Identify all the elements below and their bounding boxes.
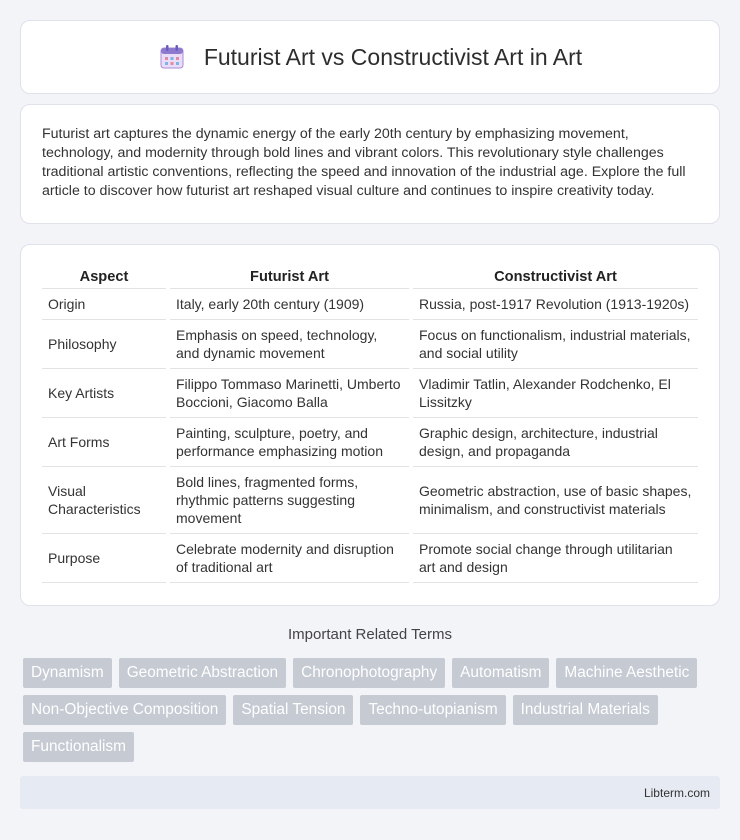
- tag-automatism[interactable]: Automatism: [452, 658, 549, 688]
- row-aspect: Art Forms: [42, 418, 166, 467]
- header-futurist: Futurist Art: [170, 264, 409, 289]
- row-aspect: Visual Characteristics: [42, 467, 166, 534]
- tag-non-objective-composition[interactable]: Non-Objective Composition: [23, 695, 226, 725]
- row-constructivist: Vladimir Tatlin, Alexander Rodchenko, El Lissitzky: [413, 369, 698, 418]
- table-row: [42, 369, 698, 418]
- row-constructivist: Focus on functionalism, industrial materials, and social utility: [413, 320, 698, 369]
- row-futurist: Filippo Tommaso Marinetti, Umberto Boccioni, Giacomo Balla: [170, 369, 409, 418]
- row-aspect: Origin: [42, 289, 166, 320]
- row-aspect: Key Artists: [42, 369, 166, 418]
- tag-geometric-abstraction[interactable]: Geometric Abstraction: [119, 658, 286, 688]
- tag-dynamism[interactable]: Dynamism: [23, 658, 112, 688]
- table-row: [42, 418, 698, 467]
- comparison-card: [20, 244, 720, 606]
- table-row: [42, 320, 698, 369]
- footer-site-link[interactable]: Libterm.com: [643, 786, 710, 800]
- table-row: [42, 467, 698, 534]
- row-aspect: Purpose: [42, 534, 166, 583]
- tag-techno-utopianism[interactable]: Techno-utopianism: [360, 695, 505, 725]
- tag-spatial-tension[interactable]: Spatial Tension: [233, 695, 353, 725]
- row-constructivist: Graphic design, architecture, industrial design, and propaganda: [413, 418, 698, 467]
- tag-machine-aesthetic[interactable]: Machine Aesthetic: [556, 658, 697, 688]
- header-constructivist: Constructivist Art: [413, 264, 698, 289]
- row-futurist: Italy, early 20th century (1909): [170, 289, 409, 320]
- row-constructivist: Promote social change through utilitarian art and design: [413, 534, 698, 583]
- tag-industrial-materials[interactable]: Industrial Materials: [513, 695, 658, 725]
- row-constructivist: Russia, post-1917 Revolution (1913-1920s): [413, 289, 698, 320]
- related-terms-title: Important Related Terms: [288, 626, 452, 643]
- tag-functionalism[interactable]: Functionalism: [23, 732, 134, 762]
- row-constructivist: Geometric abstraction, use of basic shapes, minimalism, and constructivist materials: [413, 467, 698, 534]
- footer: [20, 776, 720, 809]
- table-row: [42, 289, 698, 320]
- row-futurist: Emphasis on speed, technology, and dynamic movement: [170, 320, 409, 369]
- calendar-icon: [158, 43, 186, 71]
- row-futurist: Painting, sculpture, poetry, and performance emphasizing motion: [170, 418, 409, 467]
- page-title: Futurist Art vs Constructivist Art in Art: [203, 43, 583, 70]
- related-terms-list: [23, 658, 723, 769]
- header-aspect: Aspect: [42, 264, 166, 289]
- row-aspect: Philosophy: [42, 320, 166, 369]
- title-card: [20, 20, 720, 94]
- intro-card: [20, 104, 720, 224]
- table-header-row: [42, 264, 698, 289]
- tag-chronophotography[interactable]: Chronophotography: [293, 658, 445, 688]
- row-futurist: Celebrate modernity and disruption of traditional art: [170, 534, 409, 583]
- comparison-table: [38, 264, 702, 583]
- intro-text: Futurist art captures the dynamic energy of the early 20th century by emphasizing movement, technology, and modernity through bold lines and vibrant colors. This revolutionary style challenges traditional artistic conventions, reflecting the speed and innovation of the industrial age. Explore the full article to discover how futurist art reshaped visual culture and continues to inspire creativity today.: [42, 126, 686, 199]
- row-futurist: Bold lines, fragmented forms, rhythmic patterns suggesting movement: [170, 467, 409, 534]
- table-row: [42, 534, 698, 583]
